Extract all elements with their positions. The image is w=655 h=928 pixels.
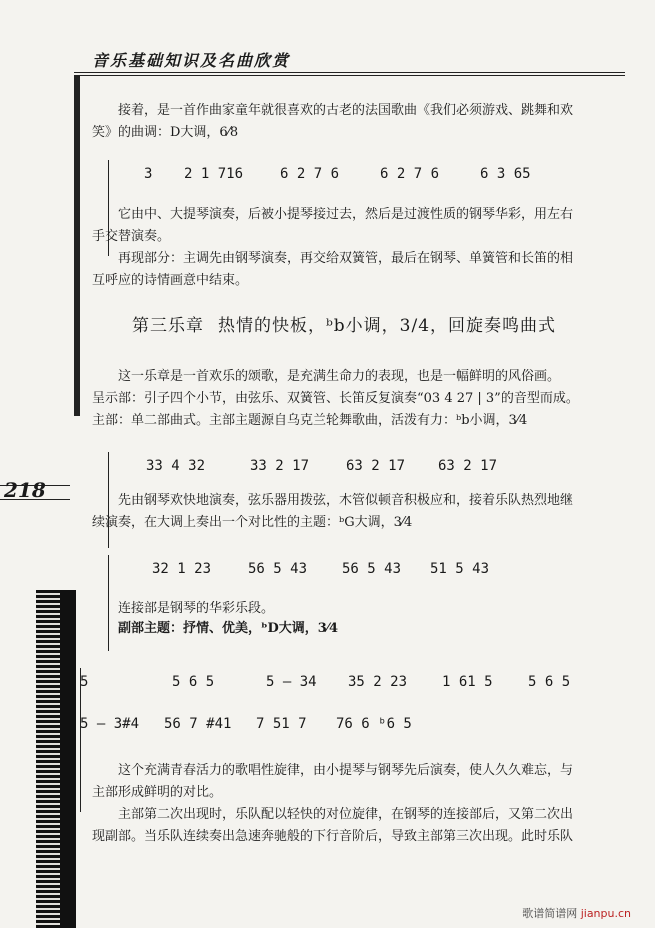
score-line-2 — [108, 452, 548, 492]
score-line-5 — [80, 710, 480, 750]
watermark — [522, 905, 631, 921]
paragraph-line: 连接部是钢琴的华彩乐段。 — [118, 601, 275, 616]
measure: 33 2 17 — [250, 458, 310, 474]
watermark-site: jianpu.cn — [580, 907, 631, 920]
measure: 76 6 ᵇ6 5 — [336, 716, 412, 732]
paragraph-line: 这个充满青春活力的歌唱性旋律，由小提琴与钢琴先后演奏，使人久久难忘，与 — [118, 763, 574, 778]
measure: 5 – 3#4 — [80, 716, 140, 732]
paragraph-line: 主部形成鲜明的对比。 — [92, 785, 223, 800]
paragraph-line: 互呼应的诗情画意中结束。 — [92, 273, 249, 288]
watermark-label: 歌谱简谱网 — [522, 907, 578, 920]
score-line-4 — [80, 668, 610, 708]
barline — [80, 782, 81, 806]
header-rule — [74, 72, 625, 73]
paragraph-line: 它由中、大提琴演奏，后被小提琴接过去，然后是过渡性质的钢琴华彩，用左右 — [118, 207, 574, 222]
paragraph-line: 先由钢琴欢快地演奏，弦乐器用拨弦，木管似顿音积极应和，接着乐队热烈地继 — [118, 493, 574, 508]
barline — [108, 555, 109, 579]
measure: 63 2 17 — [346, 458, 406, 474]
decorative-bar — [60, 590, 76, 928]
measure: 6 2 7 6 — [380, 166, 440, 182]
paragraph-line: 副部主题：抒情、优美，ᵇD大调，3⁄4 — [118, 621, 339, 636]
paragraph-line: 手交替演奏。 — [92, 229, 171, 244]
paragraph-line: 现副部。当乐队连续奏出急速奔驰般的下行音阶后，导致主部第三次出现。此时乐队 — [92, 829, 574, 844]
measure: 2 1 716 — [184, 166, 244, 182]
score-line-1 — [108, 160, 548, 200]
measure: 32 1 23 — [152, 561, 212, 577]
paragraph-line: 主部第二次出现时，乐队配以轻快的对位旋律，在钢琴的连接部后，又第二次出 — [118, 807, 574, 822]
section-heading — [132, 314, 556, 338]
book-title: 音乐基础知识及名曲欣赏 — [92, 51, 291, 70]
measure: 35 2 23 — [348, 674, 408, 690]
barline — [80, 734, 81, 758]
measure: 56 7 #41 — [164, 716, 232, 732]
paragraph-line: 再现部分：主调先由钢琴演奏，再交给双簧管，最后在钢琴、单簧管和长笛的相 — [118, 251, 574, 266]
measure: 56 5 43 — [342, 561, 402, 577]
measure: 56 5 43 — [248, 561, 308, 577]
paragraph-line: 续演奏，在大调上奏出一个对比性的主题：ᵇG大调，3⁄4 — [92, 515, 413, 530]
section-number: 第三乐章 — [132, 316, 204, 336]
score-line-3 — [108, 555, 528, 595]
paragraph-line: 呈示部：引子四个小节，由弦乐、双簧管、长笛反复演奏“03 4 27 | 3”的音型而成。 — [92, 391, 579, 406]
measure: 33 4 32 — [146, 458, 206, 474]
margin-bar — [74, 76, 80, 416]
measure: 6 2 7 6 — [280, 166, 340, 182]
measure: 63 2 17 — [438, 458, 498, 474]
page-number-rule — [0, 499, 70, 500]
measure: 5 – 34 — [266, 674, 317, 690]
measure: 7 51 7 — [256, 716, 307, 732]
paragraph-line: 笑》的曲调：D大调，6⁄8 — [92, 125, 239, 140]
measure: 5 6 5 — [172, 674, 215, 690]
paragraph-line: 主部：单二部曲式。主部主题源自乌克兰轮舞歌曲，活泼有力：ᵇb小调，3⁄4 — [92, 413, 528, 428]
barline — [80, 758, 81, 782]
paragraph-line: 接着，是一首作曲家童年就很喜欢的古老的法国歌曲《我们必须游戏、跳舞和欢 — [118, 103, 574, 118]
header-rule-thin — [74, 75, 625, 76]
measure: 51 5 43 — [430, 561, 490, 577]
measure: 5 — [80, 674, 89, 690]
barline — [108, 160, 109, 184]
measure: 1 61 5 — [442, 674, 493, 690]
measure: 6 3 65 — [480, 166, 531, 182]
measure: 3 — [144, 166, 153, 182]
page-number: 218 — [4, 478, 46, 502]
section-text: 热情的快板，ᵇb小调，3/4，回旋奏鸣曲式 — [218, 316, 557, 336]
paragraph-line: 这一乐章是一首欢乐的颂歌，是充满生命力的表现，也是一幅鲜明的风俗画。 — [118, 369, 561, 384]
measure: 5 6 5 — [528, 674, 571, 690]
barline — [108, 452, 109, 476]
